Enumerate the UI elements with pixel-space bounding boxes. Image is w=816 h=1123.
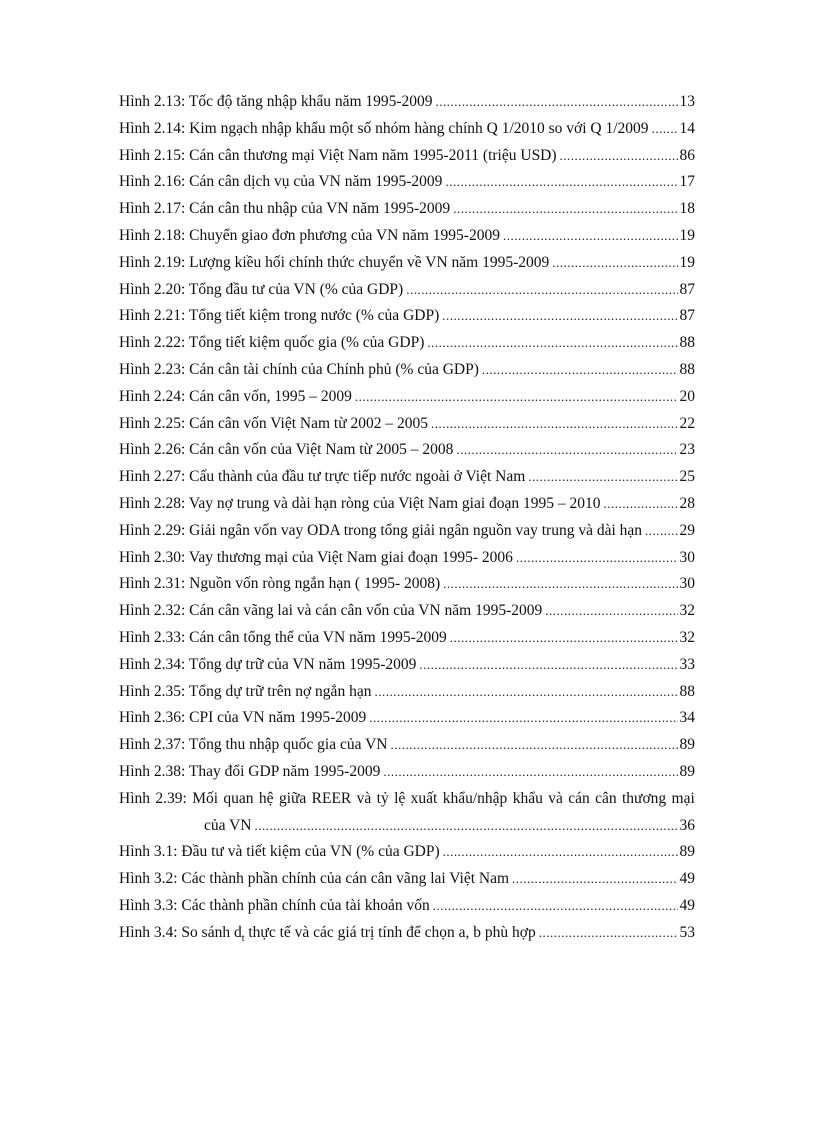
toc-entry-label: Hình 2.31: Nguồn vốn ròng ngắn hạn ( 1995- 2008) — [119, 575, 441, 593]
toc-word: Hình — [119, 789, 150, 807]
toc-entry[interactable] — [119, 303, 695, 330]
toc-entry-page: 20 — [679, 387, 695, 405]
dot-leader — [255, 813, 678, 840]
toc-entry-label — [119, 786, 695, 813]
toc-entry[interactable] — [119, 893, 695, 920]
toc-entry-label: Hình 2.14: Kim ngạch nhập khẩu một số nhóm hàng chính Q 1/2010 so với Q 1/2009 — [119, 119, 649, 137]
toc-entry-page: 89 — [679, 762, 695, 780]
toc-entry-label: Hình 2.23: Cán cân tài chính của Chính phủ (% của GDP) — [119, 360, 479, 378]
dot-leader — [431, 411, 678, 438]
toc-entry-label: Hình 2.33: Cán cân tổng thể của VN năm 1995-2009 — [119, 628, 447, 646]
toc-entry[interactable] — [119, 437, 695, 464]
toc-entry-label: của VN — [204, 816, 252, 834]
dot-leader — [552, 250, 677, 277]
toc-entry[interactable] — [119, 277, 695, 304]
toc-entry-label: Hình 2.24: Cán cân vốn, 1995 – 2009 — [119, 387, 352, 405]
toc-entry-page: 87 — [679, 307, 695, 325]
dot-leader — [383, 759, 677, 786]
dot-leader — [512, 866, 677, 893]
dot-leader — [604, 491, 678, 518]
toc-entry[interactable] — [119, 866, 695, 893]
toc-entry-page: 32 — [679, 628, 695, 646]
toc-entry-page: 32 — [679, 602, 695, 620]
toc-entry-label: Hình 2.37: Tổng thu nhập quốc gia của VN — [119, 736, 388, 754]
toc-entry-page: 34 — [679, 709, 695, 727]
toc-entry[interactable] — [119, 679, 695, 706]
toc-word: cân — [595, 789, 617, 807]
dot-leader — [453, 196, 677, 223]
toc-entry-3-4[interactable] — [119, 920, 695, 947]
toc-entry-page: 36 — [679, 816, 695, 834]
toc-entry-page: 25 — [679, 468, 695, 486]
toc-entry[interactable] — [119, 143, 695, 170]
toc-entry-page: 88 — [679, 682, 695, 700]
toc-entry-label: Hình 2.18: Chuyển giao đơn phương của VN năm 1995-2009 — [119, 226, 500, 244]
toc-entry-page: 87 — [679, 280, 695, 298]
dot-leader — [406, 277, 677, 304]
toc-entry[interactable] — [119, 250, 695, 277]
toc-entry-page: 22 — [679, 414, 695, 432]
dot-leader — [503, 223, 678, 250]
toc-list — [119, 89, 695, 786]
toc-entry-page: 53 — [679, 923, 695, 941]
dot-leader — [652, 116, 678, 143]
toc-entry[interactable] — [119, 839, 695, 866]
toc-entry-page: 13 — [679, 93, 695, 110]
dot-leader — [545, 598, 677, 625]
toc-entry-page: 14 — [679, 119, 695, 137]
toc-entry[interactable] — [119, 169, 695, 196]
toc-entry-label: Hình 3.2: Các thành phần chính của cán cân vãng lai Việt Nam — [119, 870, 510, 888]
dot-leader — [427, 330, 677, 357]
toc-word: tỷ — [376, 789, 389, 807]
toc-entry-label: Hình 2.16: Cán cân dịch vụ của VN năm 1995-2009 — [119, 173, 443, 191]
dot-leader — [456, 437, 677, 464]
toc-label-part: thực tế và các giá trị tính để chọn a, b phù hợp — [244, 923, 536, 941]
dot-leader — [482, 357, 678, 384]
toc-entry[interactable] — [119, 518, 695, 545]
subscript-t: t — [241, 932, 245, 944]
toc-entry-page: 86 — [679, 146, 695, 164]
toc-entry[interactable] — [119, 625, 695, 652]
dot-leader — [442, 303, 677, 330]
dot-leader — [374, 679, 677, 706]
toc-entry-label: Hình 2.13: Tốc độ tăng nhập khẩu năm 1995-2009 — [119, 93, 433, 110]
toc-entry[interactable] — [119, 196, 695, 223]
toc-entry-label: Hình 2.22: Tổng tiết kiệm quốc gia (% của GDP) — [119, 334, 425, 352]
toc-entry-page: 49 — [679, 870, 695, 888]
toc-entry[interactable] — [119, 464, 695, 491]
toc-entry-page: 30 — [679, 548, 695, 566]
dot-leader — [450, 625, 678, 652]
toc-word: và — [356, 789, 372, 807]
toc-entry-page: 28 — [679, 494, 695, 512]
toc-entry-page: 88 — [679, 334, 695, 352]
toc-entry[interactable] — [119, 223, 695, 250]
toc-entry-label: Hình 2.25: Cán cân vốn Việt Nam từ 2002 – 2005 — [119, 414, 428, 432]
dot-leader — [445, 169, 677, 196]
toc-entry-page: 88 — [679, 360, 695, 378]
toc-entry[interactable] — [119, 491, 695, 518]
toc-entry-page: 30 — [679, 575, 695, 593]
toc-word: khẩu/nhập — [442, 789, 508, 807]
toc-entry[interactable] — [119, 705, 695, 732]
toc-entry-label: Hình 2.27: Cấu thành của đầu tư trực tiếp nước ngoài ở Việt Nam — [119, 468, 526, 486]
dot-leader — [369, 705, 677, 732]
toc-entry[interactable] — [119, 357, 695, 384]
toc-word: thương — [622, 789, 667, 807]
dot-leader — [645, 518, 677, 545]
toc-word: REER — [311, 789, 352, 807]
toc-entry-page: 33 — [679, 655, 695, 673]
toc-entry-label: Hình 2.34: Tổng dự trữ của VN năm 1995-2009 — [119, 655, 417, 673]
toc-entry-label: Hình 3.1: Đầu tư và tiết kiệm của VN (% của GDP) — [119, 843, 440, 861]
toc-entry-label — [119, 920, 536, 947]
dot-leader — [419, 652, 677, 679]
toc-entry-label: Hình 2.15: Cán cân thương mại Việt Nam năm 1995-2011 (triệu USD) — [119, 146, 557, 164]
toc-entry-2-39-line1[interactable] — [119, 786, 695, 813]
toc-label-part: Hình 3.4: So sánh d — [119, 923, 242, 941]
dot-leader — [516, 545, 678, 572]
toc-entry[interactable] — [119, 652, 695, 679]
toc-entry-2-39-line2[interactable] — [119, 813, 695, 840]
toc-entry-label: Hình 3.3: Các thành phần chính của tài khoản vốn — [119, 896, 430, 914]
toc-entry-label: Hình 2.28: Vay nợ trung và dài hạn ròng của Việt Nam giai đoạn 1995 – 2010 — [119, 494, 601, 512]
toc-entry-page: 89 — [679, 843, 695, 861]
toc-entry-page: 18 — [679, 200, 695, 218]
toc-word: Mối — [192, 789, 219, 807]
toc-entry[interactable] — [119, 411, 695, 438]
toc-entry-page: 29 — [679, 521, 695, 539]
toc-entry[interactable] — [119, 116, 695, 143]
dot-leader — [355, 384, 678, 411]
toc-entry[interactable] — [119, 598, 695, 625]
toc-entry[interactable] — [119, 571, 695, 598]
toc-word: mại — [671, 789, 695, 807]
toc-entry-label: Hình 2.17: Cán cân thu nhập của VN năm 1995-2009 — [119, 200, 451, 218]
toc-entry[interactable] — [119, 89, 695, 116]
toc-entry-page: 19 — [679, 226, 695, 244]
toc-entry-label: Hình 2.19: Lượng kiều hối chính thức chuyển về VN năm 1995-2009 — [119, 253, 550, 271]
toc-word: cán — [568, 789, 590, 807]
dot-leader — [436, 89, 678, 116]
toc-word: khẩu — [512, 789, 543, 807]
toc-word: 2.39: — [155, 789, 187, 807]
toc-entry-label: Hình 2.20: Tổng đầu tư của VN (% của GDP) — [119, 280, 404, 298]
dot-leader — [528, 464, 677, 491]
dot-leader — [560, 143, 678, 170]
toc-entry[interactable] — [119, 759, 695, 786]
toc-entry[interactable] — [119, 330, 695, 357]
toc-entry[interactable] — [119, 732, 695, 759]
toc-entry-page: 19 — [679, 253, 695, 271]
toc-entry[interactable] — [119, 545, 695, 572]
dot-leader — [443, 839, 678, 866]
toc-word: xuất — [410, 789, 438, 807]
table-of-figures — [119, 89, 695, 947]
dot-leader — [443, 571, 677, 598]
toc-entry-page: 23 — [679, 441, 695, 459]
toc-entry-label: Hình 2.29: Giải ngân vốn vay ODA trong tổng giải ngân nguồn vay trung và dài hạn — [119, 521, 643, 539]
toc-entry-label: Hình 2.38: Thay đổi GDP năm 1995-2009 — [119, 762, 381, 780]
toc-word: lệ — [394, 789, 406, 807]
toc-entry-page: 17 — [679, 173, 695, 191]
toc-list-tail — [119, 839, 695, 919]
dot-leader — [433, 893, 678, 920]
dot-leader — [391, 732, 678, 759]
toc-entry-label: Hình 2.32: Cán cân vãng lai và cán cân vốn của VN năm 1995-2009 — [119, 602, 543, 620]
toc-word: giữa — [278, 789, 307, 807]
toc-entry-label: Hình 2.35: Tổng dự trữ trên nợ ngắn hạn — [119, 682, 372, 700]
toc-entry-label: Hình 2.26: Cán cân vốn của Việt Nam từ 2005 – 2008 — [119, 441, 454, 459]
toc-word: và — [548, 789, 563, 807]
toc-entry-label: Hình 2.36: CPI của VN năm 1995-2009 — [119, 709, 367, 727]
toc-entry[interactable] — [119, 384, 695, 411]
toc-entry-page: 89 — [679, 736, 695, 754]
toc-word: hệ — [258, 789, 274, 807]
toc-entry-page: 49 — [679, 896, 695, 914]
toc-entry-label: Hình 2.21: Tổng tiết kiệm trong nước (% của GDP) — [119, 307, 440, 325]
toc-entry-label: Hình 2.30: Vay thương mại của Việt Nam giai đoạn 1995- 2006 — [119, 548, 513, 566]
toc-word: quan — [223, 789, 254, 807]
dot-leader — [539, 920, 678, 947]
